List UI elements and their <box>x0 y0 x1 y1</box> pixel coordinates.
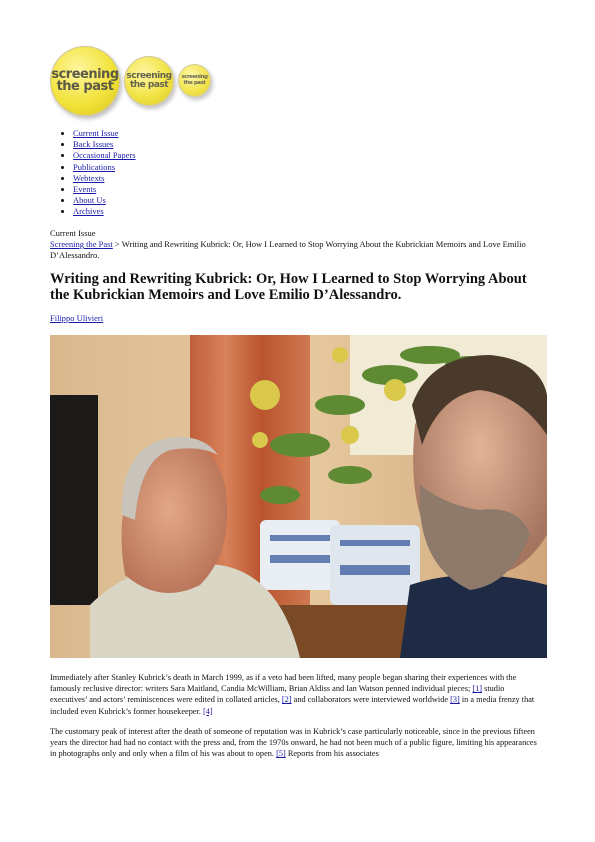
logo-circle-medium <box>124 56 174 106</box>
article-author <box>50 313 103 323</box>
p1-text-2: studio executives’ and actors’ reminiscences were edited in collated articles, <box>50 684 505 705</box>
breadcrumb-current: Writing and Rewriting Kubrick: Or, How I Learned to Stop Worrying About the Kubrickian Memoirs and Love Emilio D’Alessandro. <box>50 239 526 260</box>
logo-circle-small <box>178 64 211 97</box>
nav-item-archives <box>73 206 136 217</box>
p2-text-2: Reports from his associates <box>285 749 379 759</box>
main-nav <box>57 128 136 218</box>
logo-text-line1: screening <box>181 74 208 81</box>
logo-text-line2: the past <box>56 79 114 94</box>
p2-text-1: The customary peak of interest after the death of someone of reputation was in Kubrick’s case particularly noticeable, since in the previous fifteen years the director had had no contact with the press and, from the 1970s onward, he had not been much of a public figure, limiting his appearances in photographs only and only when a film of his was about to open. <box>50 727 537 759</box>
section-label: Current Issue <box>50 228 96 238</box>
article-photo <box>50 335 547 658</box>
article-title: Writing and Rewriting Kubrick: Or, How I Learned to Stop Worrying About the Kubrickian Memoirs and Love Emilio D’Alessandro. <box>50 271 527 303</box>
nav-item-back-issues <box>73 139 136 150</box>
nav-link-back-issues[interactable]: Back Issues <box>73 139 114 150</box>
nav-link-archives[interactable]: Archives <box>73 206 104 217</box>
nav-link-about-us[interactable]: About Us <box>73 195 106 206</box>
footnote-ref-1[interactable]: [1] <box>472 684 483 694</box>
logo-text-line1: screening <box>51 66 119 82</box>
nav-item-current-issue <box>73 128 136 139</box>
footnote-ref-3[interactable]: [3] <box>450 695 460 705</box>
author-link[interactable]: Filippo Ulivieri <box>50 313 104 323</box>
p1-text-4: in a media frenzy that included even Kubrick’s former housekeeper. <box>50 695 535 716</box>
footnote-ref-2[interactable]: [2] <box>281 695 292 705</box>
nav-link-current-issue[interactable]: Current Issue <box>73 128 119 138</box>
logo-text-line2: the past <box>129 80 169 90</box>
logo-circle-large <box>50 46 120 116</box>
nav-link-occasional-papers[interactable]: Occasional Papers <box>73 150 136 161</box>
nav-link-webtexts[interactable]: Webtexts <box>73 172 105 183</box>
p1-text-1: Immediately after Stanley Kubrick’s death in March 1999, as if a veto had been lifted, many people began sharing their experiences with the famously reclusive director: writers Sara Maitland, Candia McWilliam, Brian Aldiss and Ian Watson penned individual pieces; <box>50 673 517 694</box>
body-paragraph-1 <box>50 672 542 717</box>
breadcrumb-home-link[interactable]: Screening the Past <box>50 239 113 249</box>
breadcrumb-separator: > <box>112 239 122 249</box>
logo-text-line1: screening <box>126 71 172 82</box>
photo-illustration <box>50 335 547 658</box>
nav-item-webtexts <box>73 173 136 184</box>
nav-item-about-us <box>73 195 136 206</box>
nav-item-occasional-papers <box>73 150 136 161</box>
body-paragraph-2 <box>50 726 542 760</box>
logo-text-line2: the past <box>183 79 206 86</box>
site-logo[interactable] <box>50 46 215 118</box>
nav-link-events[interactable]: Events <box>73 184 97 195</box>
breadcrumb <box>50 239 540 261</box>
footnote-ref-4[interactable]: [4] <box>202 706 213 716</box>
footnote-ref-5[interactable]: [5] <box>276 749 286 759</box>
nav-item-publications <box>73 162 136 173</box>
nav-item-events <box>73 184 136 195</box>
p1-text-3: and collaborators were interviewed worldwide <box>291 695 449 705</box>
nav-link-publications[interactable]: Publications <box>73 161 116 172</box>
